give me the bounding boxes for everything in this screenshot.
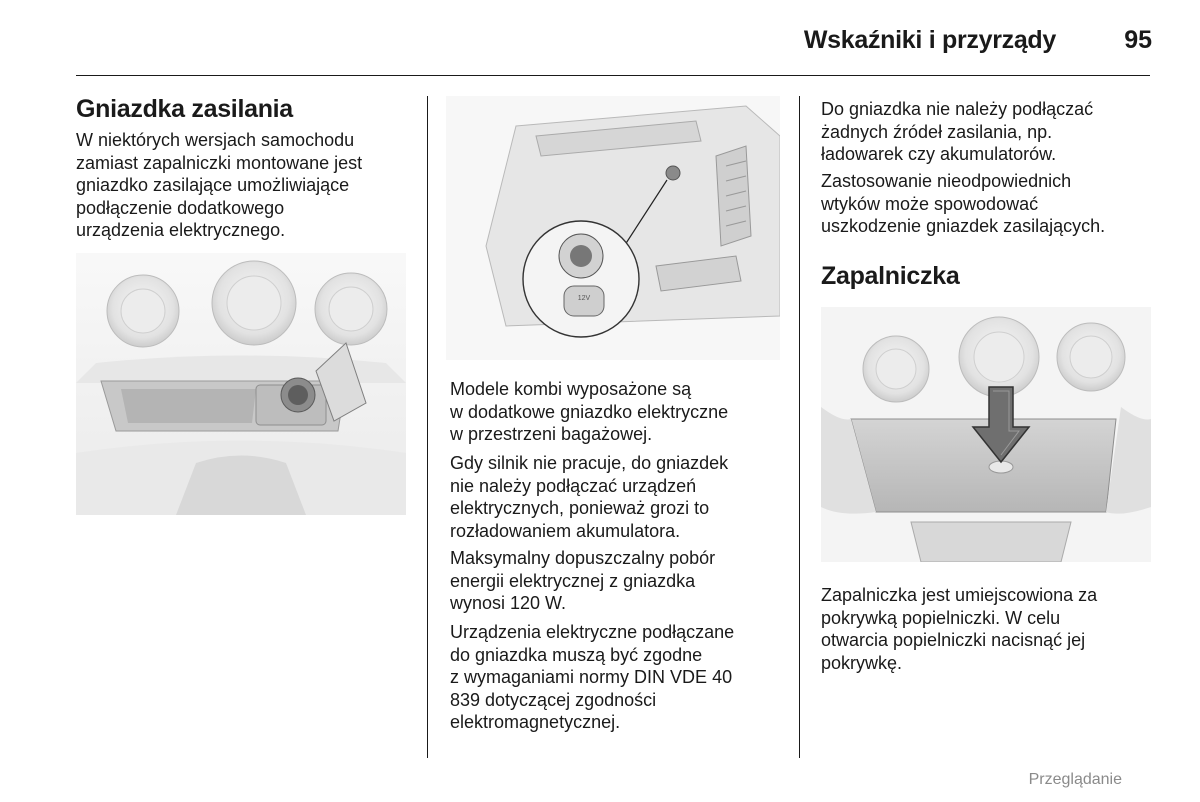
estate-outlet-text: Modele kombi wyposażone są w dodatkowe gniazdko elektryczne w przestrzeni bagażowej. bbox=[450, 379, 729, 445]
section-heading-power-outlets: Gniazdka zasilania bbox=[76, 95, 293, 123]
no-power-sources-text: Do gniazdka nie należy podłączać żadnych źródeł zasilania, np. ładowarek czy akumulatorów. bbox=[821, 99, 1094, 165]
unsuitable-plugs-text: Zastosowanie nieodpowiednich wtyków może spowodować uszkodzenie gniazdek zasilających. bbox=[821, 171, 1106, 237]
dashboard-power-outlet-illustration bbox=[76, 253, 406, 515]
footer-section-label: Przeglądanie bbox=[1028, 771, 1122, 788]
cigarette-lighter-text: Zapalniczka jest umiejscowiona za pokrywką popielniczki. W celu otwarcia popielniczki nacisnąć jej pokrywkę. bbox=[821, 585, 1098, 673]
header-divider bbox=[76, 75, 1150, 76]
section-heading-cigarette-lighter: Zapalniczka bbox=[821, 262, 960, 290]
svg-text:12V: 12V bbox=[577, 295, 591, 302]
power-outlet-intro-text: W niektórych wersjach samochodu zamiast zapalniczki montowane jest gniazdko zasilające umożliwiające podłączenie dodatkowego urządzenia elektrycznego. bbox=[76, 130, 363, 241]
din-vde-compliance-text: Urządzenia elektryczne podłączane do gniazdka muszą być zgodne z wymaganiami normy DIN VDE 40 839 dotyczącej zgodności elektromagnetycznej. bbox=[450, 622, 735, 733]
engine-off-warning-text: Gdy silnik nie pracuje, do gniazdek nie należy podłączać urządzeń elektrycznych, ponieważ grozi to rozładowaniem akumulatora. bbox=[450, 453, 729, 541]
cigarette-lighter-illustration bbox=[821, 307, 1151, 562]
cargo-area-power-outlet-illustration bbox=[446, 96, 780, 360]
page-number: 95 bbox=[1124, 26, 1152, 54]
column-divider-2 bbox=[799, 96, 800, 758]
max-power-text: Maksymalny dopuszczalny pobór energii elektrycznej z gniazdka wynosi 120 W. bbox=[450, 548, 716, 614]
running-header-title: Wskaźniki i przyrządy bbox=[803, 26, 1056, 54]
column-divider-1 bbox=[427, 96, 428, 758]
